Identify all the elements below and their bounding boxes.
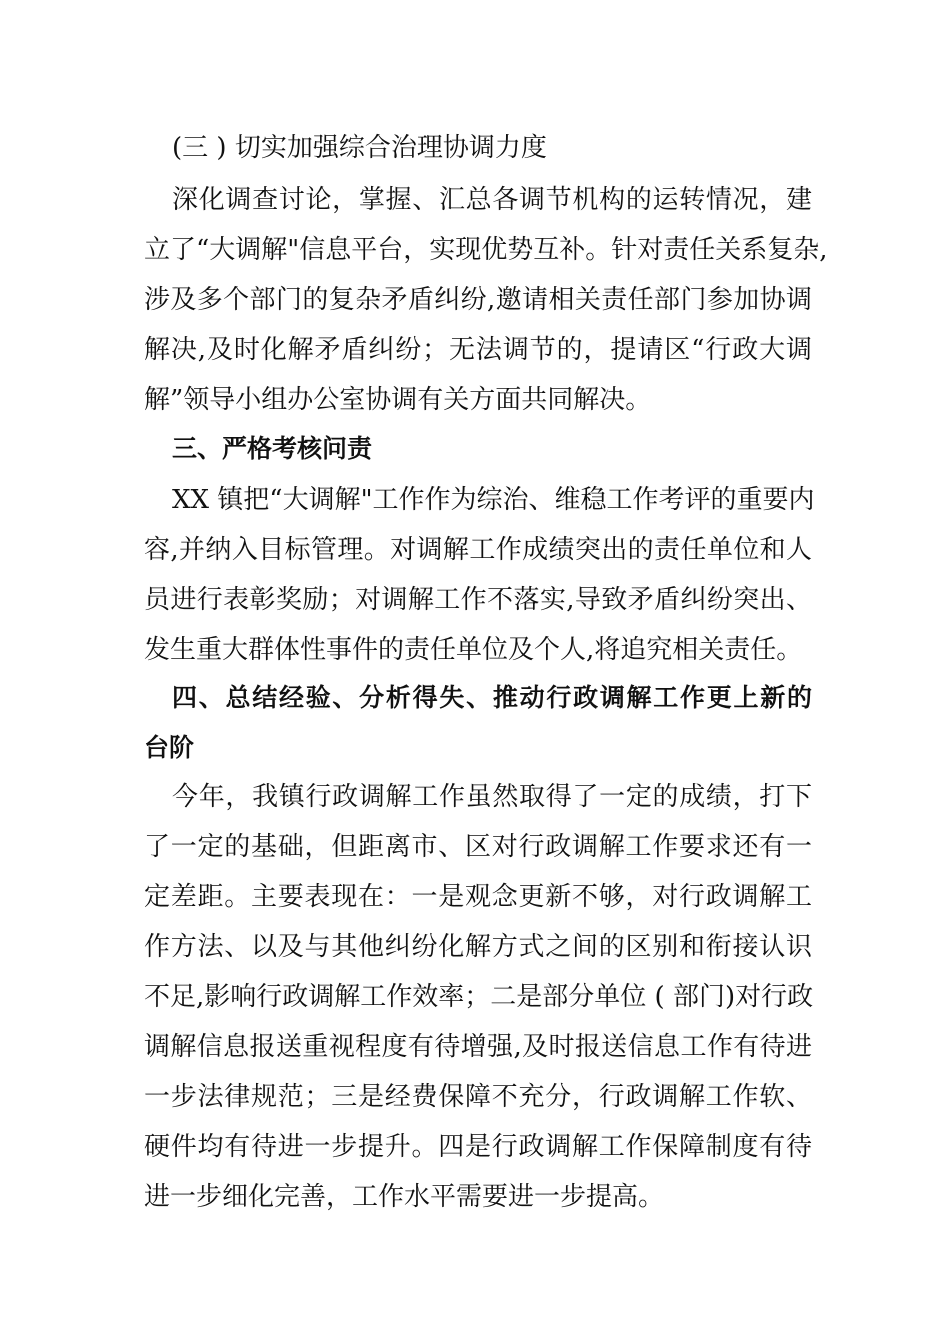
section-heading: 三、严格考核问责 bbox=[172, 434, 373, 463]
paragraph-line: 定差距。主要表现在：一是观念更新不够，对行政调解工 bbox=[144, 882, 812, 912]
paragraph-line: 解决,及时化解矛盾纠纷；无法调节的，提请区“行政大调 bbox=[144, 335, 812, 365]
paragraph-line: 硬件均有待进一步提升。四是行政调解工作保障制度有待 bbox=[144, 1132, 812, 1162]
subsection-heading: (三 ) 切实加强综合治理协调力度 bbox=[172, 133, 547, 163]
paragraph-line: 了一定的基础，但距离市、区对行政调解工作要求还有一 bbox=[144, 832, 812, 862]
paragraph-line: 深化调查讨论，掌握、汇总各调节机构的运转情况，建 bbox=[172, 185, 812, 215]
paragraph-line: 解”领导小组办公室协调有关方面共同解决。 bbox=[144, 385, 652, 415]
paragraph-line: XX 镇把“大调解"工作作为综治、维稳工作考评的重要内 bbox=[172, 485, 815, 515]
paragraph-line: 不足,影响行政调解工作效率；二是部分单位 ( 部门)对行政 bbox=[144, 982, 814, 1012]
paragraph-line: 今年，我镇行政调解工作虽然取得了一定的成绩，打下 bbox=[172, 782, 812, 812]
part-4-heading-block bbox=[144, 673, 812, 773]
paragraph-line: 调解信息报送重视程度有待增强,及时报送信息工作有待进 bbox=[144, 1032, 812, 1062]
paragraph-line: 发生重大群体性事件的责任单位及个人,将追究相关责任。 bbox=[144, 635, 803, 665]
paragraph-line: 涉及多个部门的复杂矛盾纠纷,邀请相关责任部门参加协调 bbox=[144, 285, 812, 315]
paragraph-line: 进一步细化完善，工作水平需要进一步提高。 bbox=[144, 1182, 665, 1212]
section-3-paragraph bbox=[144, 175, 828, 425]
part-4-paragraph bbox=[144, 772, 812, 1222]
section-heading-continued: 台阶 bbox=[144, 733, 195, 762]
section-3-block bbox=[144, 123, 812, 173]
section-heading: 四、总结经验、分析得失、推动行政调解工作更上新的 bbox=[172, 683, 812, 712]
paragraph-line: 一步法律规范；三是经费保障不充分，行政调解工作软、 bbox=[144, 1082, 812, 1112]
paragraph-line: 立了“大调解"信息平台，实现优势互补。针对责任关系复杂, bbox=[144, 235, 828, 265]
paragraph-line: 作方法、以及与其他纠纷化解方式之间的区别和衔接认识 bbox=[144, 932, 812, 962]
paragraph-line: 容,并纳入目标管理。对调解工作成绩突出的责任单位和人 bbox=[144, 535, 812, 565]
paragraph-line: 员进行表彰奖励；对调解工作不落实,导致矛盾纠纷突出、 bbox=[144, 585, 812, 615]
part-3-paragraph bbox=[144, 475, 815, 675]
part-3-heading-block bbox=[144, 424, 812, 474]
